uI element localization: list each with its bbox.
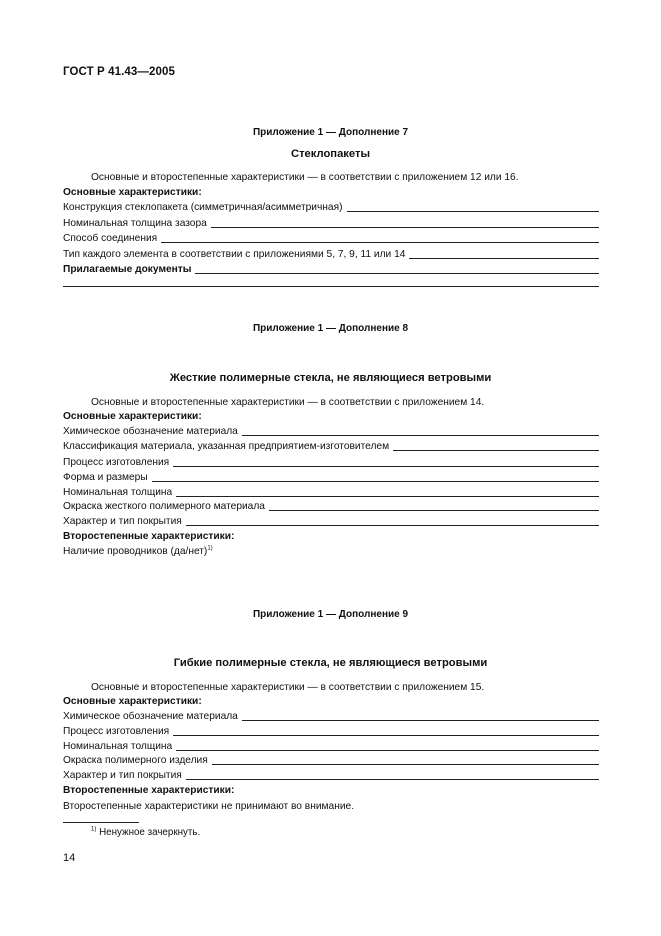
appendix-7-attached[interactable] bbox=[63, 263, 599, 276]
appendix-8-field[interactable] bbox=[63, 500, 599, 513]
fill-line bbox=[242, 435, 599, 436]
appendix-7-main-heading: Основные характеристики: bbox=[63, 187, 202, 198]
appendix-8-intro: Основные и второстепенные характеристики — в соответствии с приложением 14. bbox=[91, 397, 485, 408]
field-label: Классификация материала, указанная предприятием-изготовителем bbox=[63, 441, 390, 452]
fill-line bbox=[195, 273, 599, 274]
field-label: Номинальная толщина зазора bbox=[63, 218, 207, 229]
appendix-8-secondary-heading: Второстепенные характеристики: bbox=[63, 531, 235, 542]
field-label: Конструкция стеклопакета (симметричная/асимметричная) bbox=[63, 202, 343, 213]
field-label: Форма и размеры bbox=[63, 472, 148, 483]
footnote-ref: 1) bbox=[207, 545, 213, 552]
fill-line bbox=[211, 227, 599, 228]
footnote-text: Ненужное зачеркнуть. bbox=[99, 827, 201, 838]
appendix-7-title: Стеклопакеты bbox=[291, 148, 370, 160]
fill-line bbox=[409, 258, 599, 259]
appendix-9-title: Гибкие полимерные стекла, не являющиеся ветровыми bbox=[173, 657, 488, 669]
fill-line bbox=[176, 496, 599, 497]
fill-line bbox=[186, 525, 599, 526]
fill-line bbox=[173, 466, 599, 467]
appendix-8-main-heading: Основные характеристики: bbox=[63, 411, 202, 422]
field-label: Прилагаемые документы bbox=[63, 264, 192, 275]
fill-line bbox=[347, 211, 600, 212]
appendix-7-heading: Приложение 1 — Дополнение 7 bbox=[252, 127, 409, 138]
fill-line bbox=[212, 764, 599, 765]
fill-line bbox=[176, 750, 599, 751]
appendix-9-field[interactable] bbox=[63, 740, 599, 753]
field-label: Окраска полимерного изделия bbox=[63, 755, 208, 766]
appendix-9-main-heading: Основные характеристики: bbox=[63, 696, 202, 707]
appendix-8-heading: Приложение 1 — Дополнение 8 bbox=[252, 323, 409, 334]
field-label: Процесс изготовления bbox=[63, 726, 170, 737]
appendix-7-field[interactable] bbox=[63, 217, 599, 230]
fill-line bbox=[242, 720, 599, 721]
appendix-8-field[interactable] bbox=[63, 486, 599, 499]
appendix-8-field[interactable] bbox=[63, 440, 599, 453]
field-label: Номинальная толщина bbox=[63, 741, 173, 752]
field-label: Тип каждого элемента в соответствии с приложениями 5, 7, 9, 11 или 14 bbox=[63, 249, 406, 260]
fill-line bbox=[173, 735, 599, 736]
fill-line bbox=[161, 242, 599, 243]
appendix-9-heading: Приложение 1 — Дополнение 9 bbox=[252, 609, 409, 620]
footnote-mark: 1) bbox=[91, 826, 97, 833]
field-label: Характер и тип покрытия bbox=[63, 770, 182, 781]
field-label: Характер и тип покрытия bbox=[63, 516, 182, 527]
field-label: Окраска жесткого полимерного материала bbox=[63, 501, 265, 512]
field-label: Химическое обозначение материала bbox=[63, 426, 238, 437]
appendix-7-field[interactable] bbox=[63, 201, 599, 214]
appendix-8-field[interactable] bbox=[63, 471, 599, 484]
appendix-9-field[interactable] bbox=[63, 769, 599, 782]
appendix-9-field[interactable] bbox=[63, 754, 599, 767]
appendix-8-field[interactable] bbox=[63, 515, 599, 528]
appendix-8-secondary-text bbox=[63, 546, 213, 557]
fill-line bbox=[152, 481, 599, 482]
document-code: ГОСТ Р 41.43—2005 bbox=[63, 66, 175, 78]
appendix-9-field[interactable] bbox=[63, 710, 599, 723]
fill-line bbox=[186, 779, 599, 780]
appendix-9-secondary-heading: Второстепенные характеристики: bbox=[63, 785, 235, 796]
field-label: Процесс изготовления bbox=[63, 457, 170, 468]
footnote bbox=[91, 827, 200, 838]
appendix-8-title: Жесткие полимерные стекла, не являющиеся ветровыми bbox=[169, 372, 492, 384]
appendix-9-field[interactable] bbox=[63, 725, 599, 738]
appendix-7-field[interactable] bbox=[63, 232, 599, 245]
page-number: 14 bbox=[63, 852, 76, 864]
fill-line bbox=[269, 510, 599, 511]
fill-line bbox=[393, 450, 599, 451]
appendix-9-intro: Основные и второстепенные характеристики — в соответствии с приложением 15. bbox=[91, 682, 485, 693]
field-label: Номинальная толщина bbox=[63, 487, 173, 498]
field-label: Химическое обозначение материала bbox=[63, 711, 238, 722]
secondary-text: Наличие проводников (да/нет) bbox=[63, 546, 208, 557]
appendix-7-intro: Основные и второстепенные характеристики — в соответствии с приложением 12 или 16. bbox=[91, 172, 519, 183]
field-label: Способ соединения bbox=[63, 233, 158, 244]
appendix-7-field[interactable] bbox=[63, 248, 599, 261]
appendix-8-field[interactable] bbox=[63, 425, 599, 438]
fill-line[interactable] bbox=[63, 286, 599, 287]
footnote-rule bbox=[63, 822, 139, 823]
appendix-8-field[interactable] bbox=[63, 456, 599, 469]
appendix-9-secondary-text: Второстепенные характеристики не принимают во внимание. bbox=[63, 801, 355, 812]
